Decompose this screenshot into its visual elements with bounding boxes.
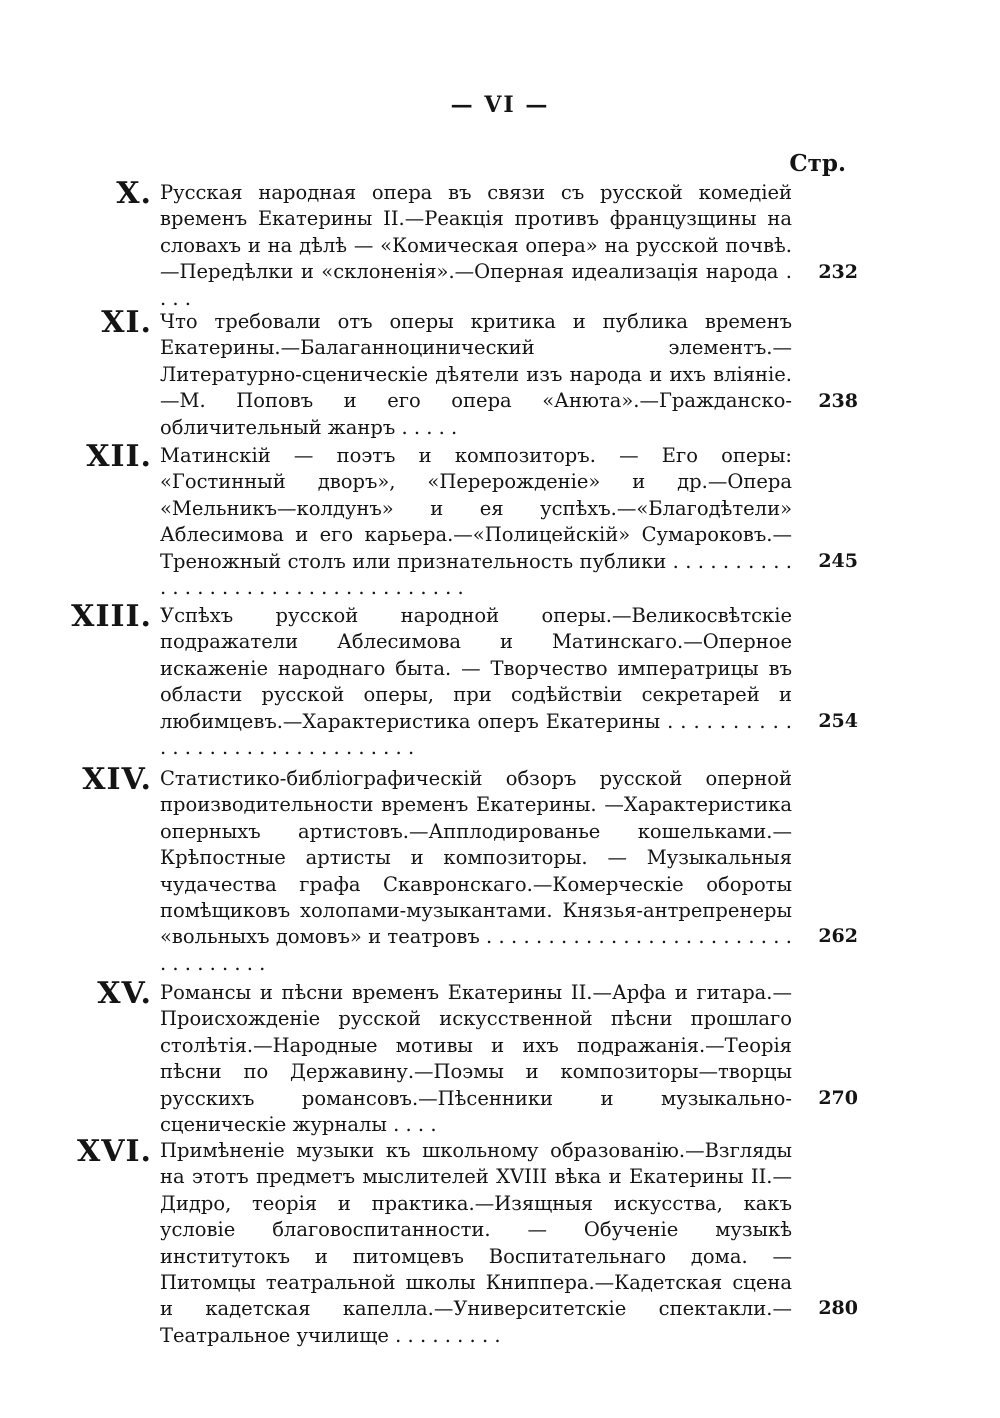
chapter-summary: Романсы и пѣсни временъ Екатерины II.—Арфа и гитара.—Происхожденiе русской искусственной пѣсни прошлаго столѣтiя.—Народные мотивы и ихъ подражанiя.—Теорiя пѣсни по Державину.—Поэмы и композиторы—творцы русскихъ романсовъ.—Пѣсенники и музыкально-сценическiе журналы . . . . bbox=[160, 981, 792, 1137]
chapter-numeral: XIV. bbox=[82, 762, 152, 797]
chapter-numeral: XIII. bbox=[71, 599, 152, 634]
chapter-page-number: 262 bbox=[818, 925, 858, 947]
chapter-summary: Успѣхъ русской народной оперы.—Великосвѣтскiе подражатели Аблесимова и Матинскаго.—Оперное искаженiе народнаго быта. — Творчество императрицы въ области русской оперы, при содѣйствiи секретарей и любимцевъ.—Характеристика оперъ Екатерины . . . . . . . . . . . . . . . . . . . . . . . . . . . . . . . bbox=[160, 604, 792, 760]
chapter-numeral: X. bbox=[116, 176, 152, 211]
chapter-page-number: 238 bbox=[818, 390, 858, 412]
chapter-summary: Что требовали отъ оперы критика и публика временъ Екатерины.—Балаганноцинический элементъ.—Литературно-сценическiе дѣятели изъ народа и ихъ влiянiе.—М. Поповъ и его опера «Анюта».—Гражданско-обличительный жанръ . . . . . bbox=[160, 310, 792, 439]
chapter-page-number: 245 bbox=[818, 550, 858, 572]
chapter-numeral: XII. bbox=[86, 439, 152, 474]
chapter-numeral: XV. bbox=[97, 976, 152, 1011]
chapter-summary: Матинскiй — поэтъ и композиторъ. — Его оперы: «Гостинный дворъ», «Перерожденiе» и др.—Опера «Мельникъ—колдунъ» и ея успѣхъ.—«Благодѣтели» Аблесимова и его карьера.—«Полицейскiй» Сумароковъ.—Треножный столъ или признательность публики . . . . . . . . . . . . . . . . . . . . . . . . . . . . . . . . . . . bbox=[160, 444, 792, 600]
chapter-page-number: 232 bbox=[818, 261, 858, 283]
page-column-label: Стр. bbox=[789, 150, 846, 177]
chapter-summary: Русская народная опера въ связи съ русской комедiей временъ Екатерины II.—Реакцiя противъ французщины на словахъ и на дѣлѣ — «Комическая опера» на русской почвѣ.—Передѣлки и «склоненiя».—Оперная идеализацiя народа . . . . bbox=[160, 181, 792, 310]
chapter-numeral: XVI. bbox=[76, 1134, 152, 1169]
chapter-page-number: 270 bbox=[818, 1087, 858, 1109]
page-header: — VI — bbox=[450, 92, 550, 118]
chapter-summary: Примѣненiе музыки къ школьному образованiю.—Взгляды на этотъ предметъ мыслителей XVIII вѣка и Екатерины II.—Дидро, теорiя и практика.—Изящныя искусства, какъ условiе благовоспитанности. — Обученiе музыкѣ институтокъ и питомцевъ Воспитательнаго дома. — Питомцы театральной школы Книппера.—Кадетская сцена и кадетская капелла.—Университетскiе спектакли.—Театральное училище . . . . . . . . . bbox=[160, 1139, 792, 1347]
chapter-page-number: 280 bbox=[818, 1297, 858, 1319]
chapter-numeral: XI. bbox=[101, 305, 152, 340]
chapter-summary: Статистико-библiографическiй обзоръ русской оперной производительности временъ Екатерины. —Характеристика оперныхъ артистовъ.—Апплодированье кошельками.—Крѣпостные артисты и композиторы. — Музыкальныя чудачества графа Скавронскаго.—Комерческiе обороты помѣщиковъ холопами-музыкантами. Князья-антрепренеры «вольныхъ домовъ» и театровъ . . . . . . . . . . . . . . . . . . . . . . . . . . . . . . . . . . bbox=[160, 767, 792, 975]
chapter-page-number: 254 bbox=[818, 710, 858, 732]
